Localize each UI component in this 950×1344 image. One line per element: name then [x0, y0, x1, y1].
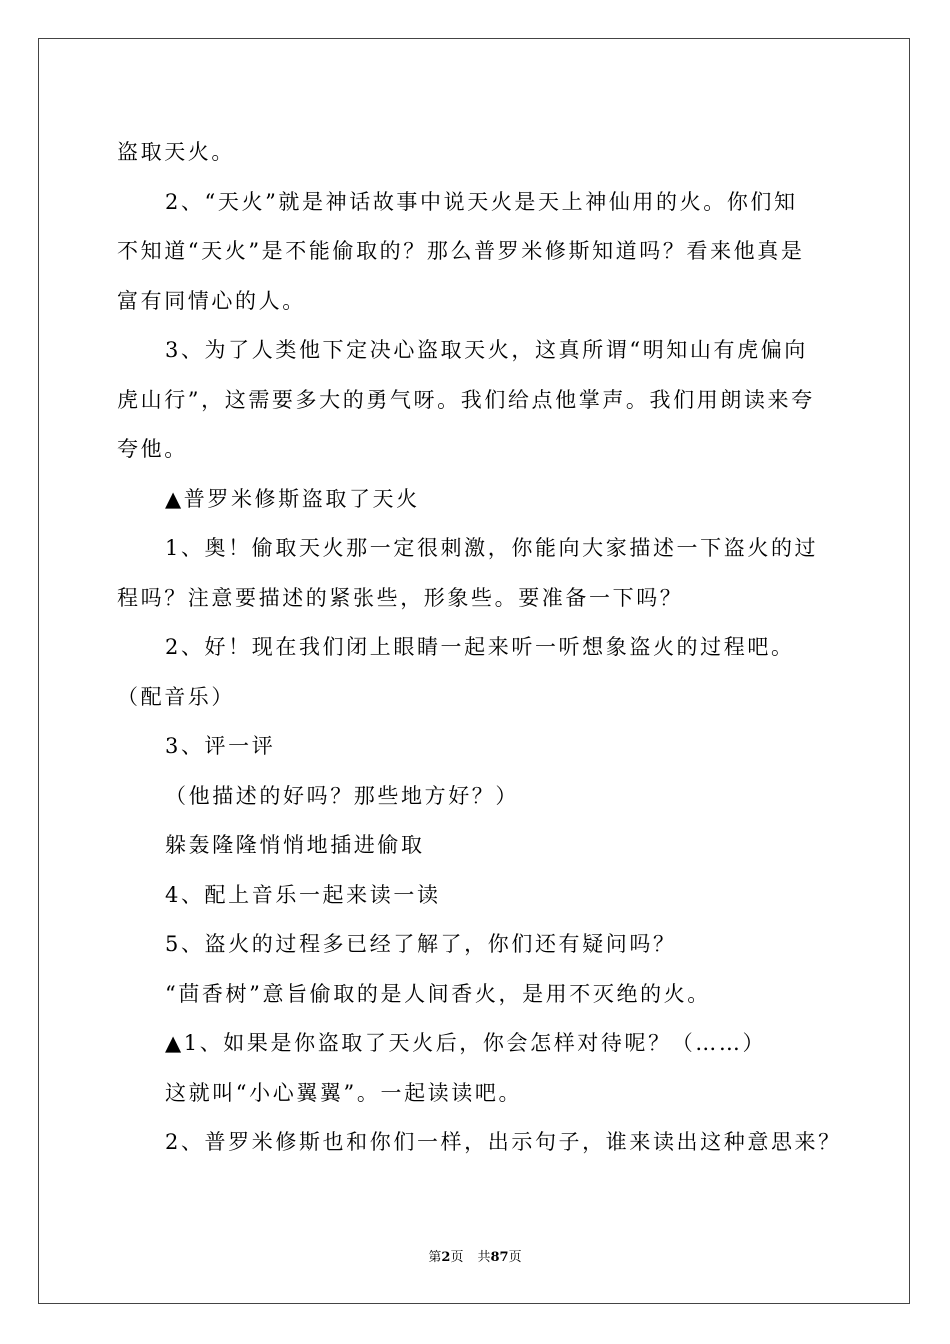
- text-line: 躲轰隆隆悄悄地插进偷取: [165, 833, 425, 857]
- text-line: 程吗？注意要描述的紧张些，形象些。要准备一下吗？: [117, 585, 684, 610]
- text-line: 1、奥！偷取天火那一定很刺激，你能向大家描述一下盗火的过: [165, 536, 819, 560]
- section-heading: ▲1、如果是你盗取了天火后，你会怎样对待呢？（……）: [165, 1031, 767, 1055]
- text-line: 不知道“天火”是不能偷取的？那么普罗米修斯知道吗？看来他真是: [117, 239, 805, 263]
- text-line: 2、普罗米修斯也和你们一样，出示句子，谁来读出这种意思来？: [165, 1130, 842, 1154]
- text-line: 富有同情心的人。: [117, 288, 306, 313]
- total-prefix: 共: [477, 1250, 491, 1265]
- text-line: 3、评一评: [165, 734, 276, 758]
- text-line: “茴香树”意旨偷取的是人间香火，是用不灭绝的火。: [165, 981, 711, 1006]
- text-line: （配音乐）: [117, 684, 235, 709]
- section-heading: ▲普罗米修斯盗取了天火: [165, 486, 420, 511]
- page-footer: [0, 1246, 950, 1265]
- text-line: 2、“天火”就是神话故事中说天火是天上神仙用的火。你们知: [165, 189, 798, 214]
- text-line: 夸他。: [117, 437, 188, 461]
- text-line: 这就叫“小心翼翼”。一起读读吧。: [165, 1080, 523, 1105]
- total-suffix: 页: [508, 1250, 522, 1265]
- total-pages: 87: [490, 1250, 509, 1265]
- text-line: 5、盗火的过程多已经了解了，你们还有疑问吗？: [165, 932, 677, 956]
- text-line: 3、为了人类他下定决心盗取天火，这真所谓“明知山有虎偏向: [165, 338, 808, 362]
- page-number: 2: [441, 1250, 451, 1265]
- text-line: 4、配上音乐一起来读一读: [165, 882, 441, 907]
- document-body: [117, 128, 842, 1168]
- text-line: 2、好！现在我们闭上眼睛一起来听一听想象盗火的过程吧。: [165, 635, 795, 659]
- page-suffix: 页: [450, 1250, 464, 1265]
- text-line: 虎山行”，这需要多大的勇气呀。我们给点他掌声。我们用朗读来夸: [117, 387, 815, 412]
- text-line: （他描述的好吗？那些地方好？）: [165, 783, 519, 808]
- page-prefix: 第: [428, 1250, 442, 1265]
- text-line: 盗取天火。: [117, 140, 235, 164]
